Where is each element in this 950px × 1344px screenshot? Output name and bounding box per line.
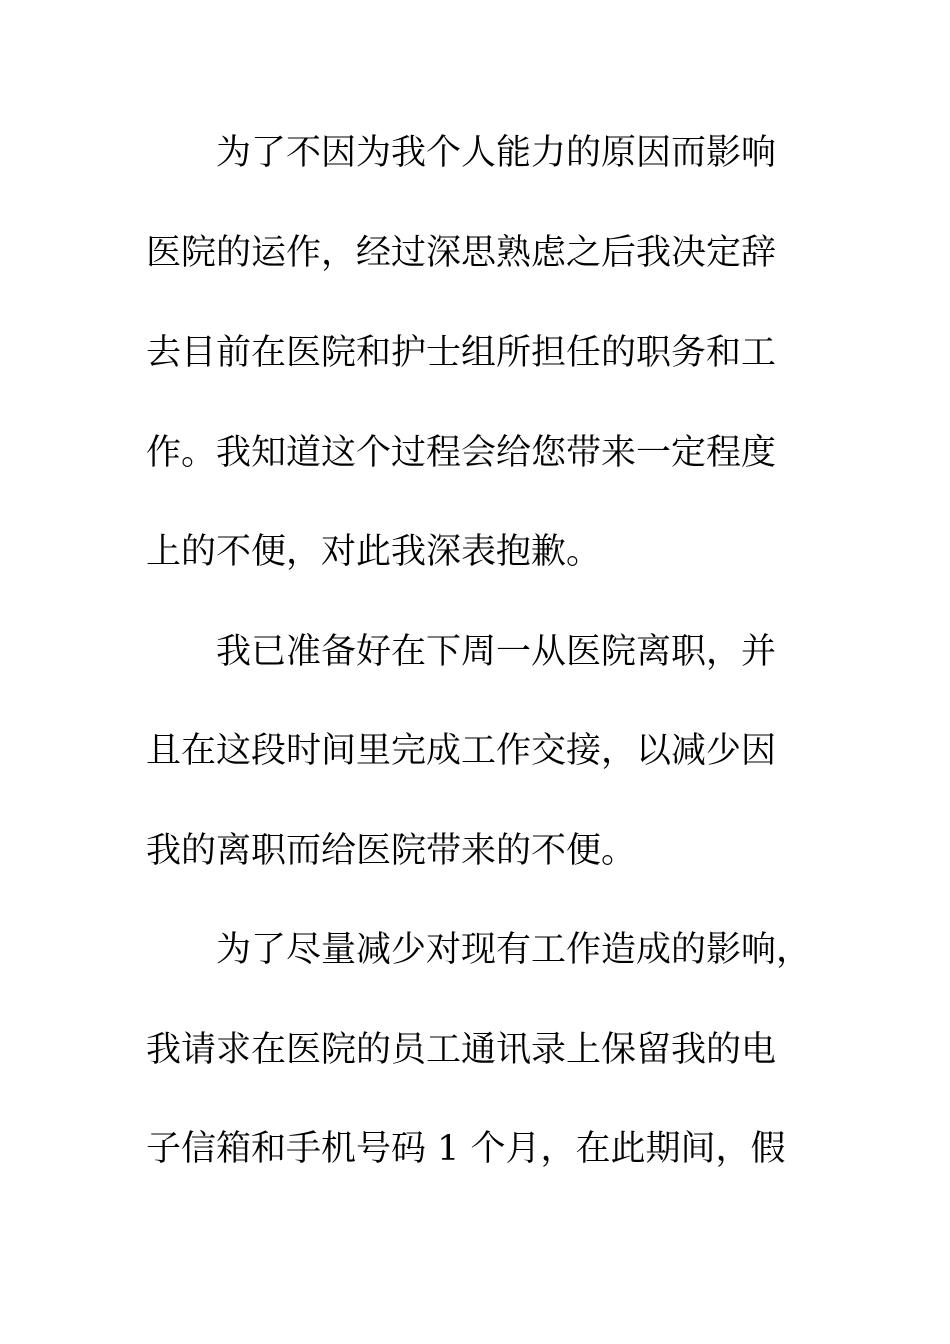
paragraph-1-line-2: 医院的运作，经过深思熟虑之后我决定辞: [146, 233, 777, 273]
paragraph-1-line-3: 去目前在医院和护士组所担任的职务和工: [146, 333, 777, 373]
paragraph-2-line-2: 且在这段时间里完成工作交接，以减少因: [146, 731, 777, 771]
paragraph-3-line-1: 为了尽量减少对现有工作造成的影响，: [216, 930, 812, 970]
paragraph-2-line-1: 我已准备好在下周一从医院离职，并: [216, 632, 777, 672]
paragraph-1-line-4: 作。我知道这个过程会给您带来一定程度: [146, 433, 777, 473]
paragraph-2-line-3: 我的离职而给医院带来的不便。: [146, 831, 637, 871]
paragraph-3-line-2: 我请求在医院的员工通讯录上保留我的电: [146, 1030, 777, 1070]
paragraph-3-line-3: 子信箱和手机号码 1 个月，在此期间，假: [146, 1129, 786, 1169]
paragraph-1-line-1: 为了不因为我个人能力的原因而影响: [216, 133, 777, 173]
paragraph-1-line-5: 上的不便，对此我深表抱歉。: [146, 532, 602, 572]
